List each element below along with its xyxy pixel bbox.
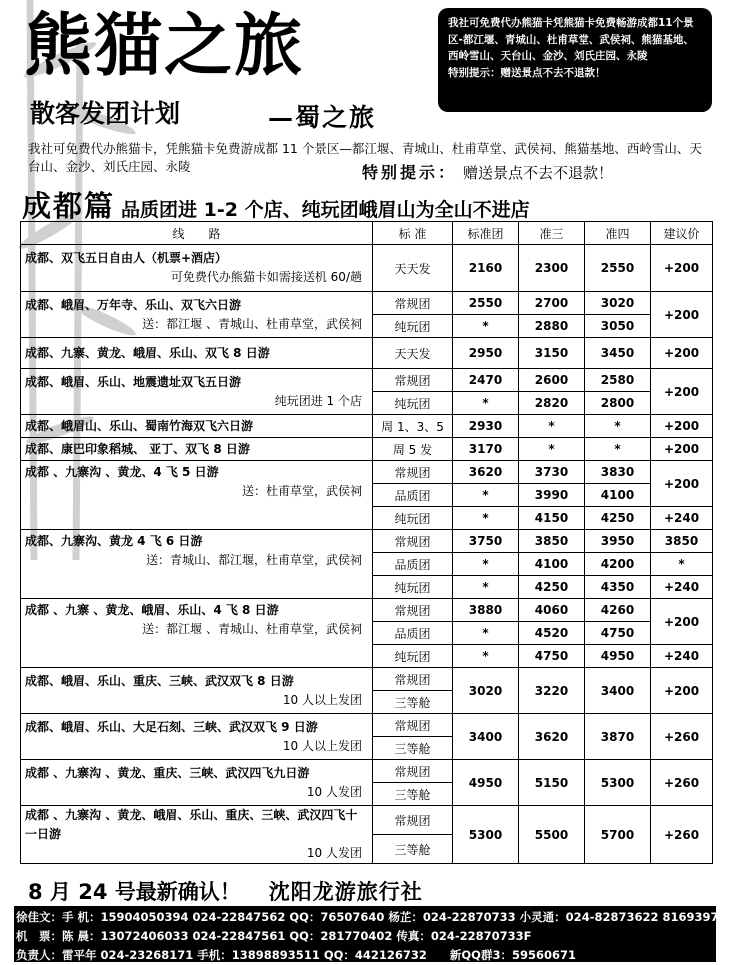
- price-zhun3: 3220: [519, 668, 585, 714]
- standard-cell: 天天发: [373, 338, 453, 369]
- price-zhun3: 2600: [519, 369, 585, 392]
- price-std: 3750: [453, 530, 519, 553]
- price-std: 4950: [453, 760, 519, 806]
- route-note: 10 人以上发团: [282, 692, 362, 707]
- route-name: 成都 、九寨 、黄龙、峨眉、乐山、4 飞 8 日游: [25, 603, 279, 617]
- header-std-group: 标准团: [453, 222, 519, 245]
- agency-name: 沈阳龙游旅行社: [268, 880, 423, 904]
- route-note: 10 人以上发团: [282, 738, 362, 753]
- price-suggest: +200: [651, 415, 713, 438]
- price-zhun4: 4750: [585, 622, 651, 645]
- table-row: [21, 461, 713, 484]
- contact-bar: [14, 906, 727, 962]
- confirm-date: 8 月 24 号最新确认！: [28, 880, 241, 904]
- price-suggest: +260: [651, 714, 713, 760]
- price-zhun3: 4060: [519, 599, 585, 622]
- price-std: *: [453, 315, 519, 338]
- price-std: 2160: [453, 245, 519, 292]
- route-note: 送：青城山、都江堰，杜甫草堂，武侯祠: [145, 553, 362, 567]
- route-name: 成都、峨眉、乐山、重庆、三峡、武汉双飞 8 日游: [25, 673, 294, 688]
- route-name: 成都、峨眉山、乐山、蜀南竹海双飞六日游: [25, 418, 254, 433]
- price-zhun4: 4200: [585, 553, 651, 576]
- route-cell: [21, 338, 373, 369]
- price-suggest: +240: [651, 576, 713, 599]
- price-zhun4: 4950: [585, 645, 651, 668]
- header-route: 线 路: [21, 222, 373, 245]
- price-zhun4: 5700: [585, 806, 651, 864]
- price-zhun4: 3870: [585, 714, 651, 760]
- route-cell: [21, 714, 373, 760]
- table-row: [21, 369, 713, 392]
- price-std: 2550: [453, 292, 519, 315]
- price-suggest: +240: [651, 645, 713, 668]
- standard-cell: 常规团: [373, 714, 453, 737]
- price-std: 5300: [453, 806, 519, 864]
- route-note: 纯玩团进 1 个店: [274, 393, 362, 408]
- table-row: [21, 415, 713, 438]
- standard-cell: 纯玩团: [373, 315, 453, 338]
- price-zhun3: 5150: [519, 760, 585, 806]
- route-name: 成都、峨眉、乐山、大足石刻、三峡、武汉双飞 9 日游: [25, 719, 318, 734]
- price-suggest: +260: [651, 760, 713, 806]
- price-zhun4: 4350: [585, 576, 651, 599]
- price-suggest: 3850: [651, 530, 713, 553]
- price-suggest: +240: [651, 507, 713, 530]
- route-note: 送：都江堰 、青城山、杜甫草堂，武侯祠: [142, 622, 362, 636]
- standard-cell: 常规团: [373, 461, 453, 484]
- price-zhun3: 2300: [519, 245, 585, 292]
- price-zhun4: 4260: [585, 599, 651, 622]
- route-note: 送：都江堰 、青城山、杜甫草堂，武侯祠: [142, 316, 362, 331]
- price-zhun4: 3450: [585, 338, 651, 369]
- table-row: [21, 714, 713, 737]
- price-suggest: +200: [651, 292, 713, 338]
- route-note: 10 人发团: [306, 784, 362, 799]
- page-subtitle-shu: —蜀之旅: [268, 103, 377, 132]
- standard-cell: 常规团: [373, 599, 453, 622]
- price-zhun4: 5300: [585, 760, 651, 806]
- table-row: [21, 530, 713, 553]
- price-suggest: +200: [651, 438, 713, 461]
- standard-cell: 天天发: [373, 245, 453, 292]
- header-suggest: 建议价: [651, 222, 713, 245]
- route-cell: [21, 806, 373, 864]
- route-name: 成都、九寨沟、黄龙 4 飞 6 日游: [25, 534, 203, 548]
- standard-cell: 周 1、3、5: [373, 415, 453, 438]
- price-zhun3: 3850: [519, 530, 585, 553]
- route-cell: [21, 760, 373, 806]
- standard-cell: 常规团: [373, 369, 453, 392]
- standard-cell: 三等舱: [373, 691, 453, 714]
- price-zhun4: 2550: [585, 245, 651, 292]
- price-zhun4: 2580: [585, 369, 651, 392]
- route-note: 10 人发团: [306, 846, 362, 860]
- table-row: [21, 760, 713, 783]
- page-subtitle: 散客发团计划: [30, 99, 181, 128]
- price-zhun3: 5500: [519, 806, 585, 864]
- price-zhun4: 4100: [585, 484, 651, 507]
- standard-cell: 常规团: [373, 668, 453, 691]
- price-std: 2470: [453, 369, 519, 392]
- price-zhun3: 3620: [519, 714, 585, 760]
- route-name: 成都、九寨、黄龙、峨眉、乐山、双飞 8 日游: [25, 345, 270, 360]
- route-price-table: [20, 221, 713, 864]
- contact-line: 机 票：陈 晨：13072406033 024-22847561 QQ：281770402 传真：024-22870733F: [16, 929, 532, 943]
- price-zhun3: 4250: [519, 576, 585, 599]
- section-title: 成都篇: [22, 189, 116, 223]
- route-name: 成都、康巴印象稻城、 亚丁、双飞 8 日游: [25, 441, 250, 456]
- route-cell: [21, 369, 373, 415]
- price-suggest: +200: [651, 599, 713, 645]
- price-std: 3170: [453, 438, 519, 461]
- price-zhun3: *: [519, 438, 585, 461]
- price-zhun3: 4100: [519, 553, 585, 576]
- price-zhun4: 3050: [585, 315, 651, 338]
- price-std: *: [453, 507, 519, 530]
- price-std: *: [453, 622, 519, 645]
- price-std: 3020: [453, 668, 519, 714]
- table-row: [21, 245, 713, 292]
- price-suggest: +200: [651, 338, 713, 369]
- standard-cell: 纯玩团: [373, 576, 453, 599]
- table-row: [21, 599, 713, 622]
- standard-cell: 三等舱: [373, 835, 453, 864]
- price-zhun3: 3150: [519, 338, 585, 369]
- route-name: 成都 、九寨沟 、黄龙、峨眉、乐山、重庆、三峡、武汉四飞十一日游: [25, 808, 358, 841]
- notice-text: 我社可免费代办熊猫卡凭熊猫卡免费畅游成都11个景区-都江堰、青城山、杜甫草堂、武侯祠、熊猫基地、西岭雪山、天台山、金沙、刘氏庄园、永陵: [448, 17, 694, 62]
- price-std: *: [453, 553, 519, 576]
- table-row: [21, 338, 713, 369]
- price-std: *: [453, 576, 519, 599]
- standard-cell: 常规团: [373, 760, 453, 783]
- header-zhun4: 准四: [585, 222, 651, 245]
- price-zhun4: 2800: [585, 392, 651, 415]
- price-suggest: *: [651, 553, 713, 576]
- price-zhun4: *: [585, 415, 651, 438]
- price-std: *: [453, 392, 519, 415]
- price-std: 3400: [453, 714, 519, 760]
- price-suggest: +200: [651, 668, 713, 714]
- route-cell: [21, 530, 373, 599]
- price-std: *: [453, 645, 519, 668]
- route-cell: [21, 292, 373, 338]
- price-zhun3: 4750: [519, 645, 585, 668]
- price-zhun3: 3990: [519, 484, 585, 507]
- route-name: 成都、峨眉、乐山、地震遗址双飞五日游: [25, 374, 242, 389]
- contact-line: 负责人：雷平年 024-23268171 手机：13898893511 QQ：442126732 新QQ群3：59560671: [16, 948, 576, 962]
- price-std: 3880: [453, 599, 519, 622]
- price-zhun3: 2880: [519, 315, 585, 338]
- standard-cell: 品质团: [373, 553, 453, 576]
- route-cell: [21, 245, 373, 292]
- standard-cell: 品质团: [373, 484, 453, 507]
- route-cell: [21, 599, 373, 668]
- price-zhun4: 4250: [585, 507, 651, 530]
- route-note: 送：杜甫草堂，武侯祠: [241, 484, 362, 498]
- table-row: [21, 292, 713, 315]
- route-cell: [21, 438, 373, 461]
- footer-confirm: [28, 876, 423, 906]
- panda-card-notice-box: [438, 8, 712, 112]
- notice-warning: 特别提示：赠送景点不去不退款！: [448, 66, 606, 79]
- standard-cell: 常规团: [373, 292, 453, 315]
- route-name: 成都、双飞五日自由人（机票+酒店）: [25, 251, 228, 265]
- contact-line: 徐佳文：手 机：15904050394 024-22847562 QQ：76507640 杨芷：024-22870733 小灵通：024-82873622 81693976: [16, 910, 727, 924]
- standard-cell: 纯玩团: [373, 507, 453, 530]
- price-zhun4: 3950: [585, 530, 651, 553]
- standard-cell: 常规团: [373, 530, 453, 553]
- page-title: 熊猫之旅: [24, 7, 305, 86]
- standard-cell: 周 5 发: [373, 438, 453, 461]
- price-zhun4: 3020: [585, 292, 651, 315]
- header-zhun3: 准三: [519, 222, 585, 245]
- section-desc: 品质团进 1-2 个店、纯玩团峨眉山为全山不进店: [121, 199, 530, 221]
- price-suggest: +200: [651, 461, 713, 507]
- header-standard: 标 准: [373, 222, 453, 245]
- price-std: 2950: [453, 338, 519, 369]
- price-suggest: +200: [651, 369, 713, 415]
- table-row: [21, 806, 713, 835]
- special-text: 赠送景点不去不退款！: [463, 164, 614, 182]
- standard-cell: 三等舱: [373, 783, 453, 806]
- price-zhun3: *: [519, 415, 585, 438]
- route-name: 成都 、九寨沟 、黄龙、4 飞 5 日游: [25, 465, 219, 479]
- standard-cell: 常规团: [373, 806, 453, 835]
- price-zhun3: 2820: [519, 392, 585, 415]
- price-std: 2930: [453, 415, 519, 438]
- price-zhun3: 3730: [519, 461, 585, 484]
- route-cell: [21, 415, 373, 438]
- standard-cell: 三等舱: [373, 737, 453, 760]
- price-suggest: +200: [651, 245, 713, 292]
- table-row: [21, 438, 713, 461]
- intro-text: 我社可免费代办熊猫卡，凭熊猫卡免费游成都 11 个景区—都江堰、青城山、杜甫草堂、武侯祠、熊猫基地、西岭雪山、天台山、金沙、刘氏庄园、永陵: [28, 141, 702, 174]
- price-zhun4: 3830: [585, 461, 651, 484]
- price-zhun3: 2700: [519, 292, 585, 315]
- route-note: 可免费代办熊猫卡如需接送机 60/趟: [170, 270, 362, 284]
- route-name: 成都、峨眉、万年寺、乐山、双飞六日游: [25, 297, 242, 312]
- route-name: 成都 、九寨沟 、黄龙、重庆、三峡、武汉四飞九日游: [25, 765, 310, 780]
- price-zhun4: *: [585, 438, 651, 461]
- price-std: 3620: [453, 461, 519, 484]
- price-zhun4: 3400: [585, 668, 651, 714]
- price-std: *: [453, 484, 519, 507]
- table-row: [21, 668, 713, 691]
- section-heading: [22, 184, 530, 225]
- standard-cell: 纯玩团: [373, 392, 453, 415]
- price-zhun3: 4150: [519, 507, 585, 530]
- price-suggest: +260: [651, 806, 713, 864]
- special-label: 特别提示：: [362, 163, 458, 182]
- table-header-row: [21, 222, 713, 245]
- route-cell: [21, 668, 373, 714]
- standard-cell: 品质团: [373, 622, 453, 645]
- standard-cell: 纯玩团: [373, 645, 453, 668]
- special-notice: [362, 160, 613, 183]
- route-cell: [21, 461, 373, 530]
- price-zhun3: 4520: [519, 622, 585, 645]
